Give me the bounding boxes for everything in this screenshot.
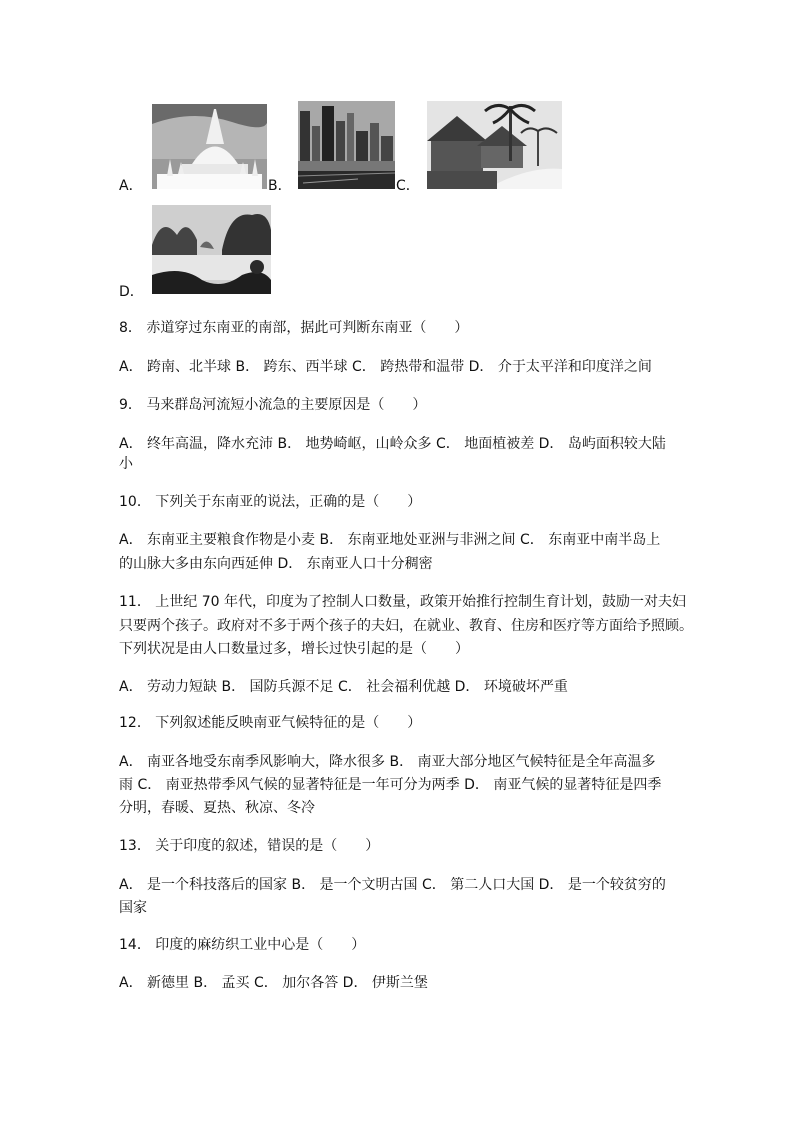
pagoda-photo (152, 104, 267, 189)
option-c-label: C． (396, 178, 420, 194)
question-10-stem: 10． 下列关于东南亚的说法，正确的是（ ） (119, 494, 422, 510)
question-12-options-line1: A． 南亚各地受东南季风影响大，降水很多 B． 南亚大部分地区气候特征是全年高温多 (119, 754, 656, 770)
village-photo (427, 101, 562, 189)
question-13-options-line1: A． 是一个科技落后的国家 B． 是一个文明古国 C． 第二人口大国 D． 是一个较贫穷的 (119, 877, 666, 893)
option-a-label: A． (119, 178, 143, 194)
village-illustration (427, 101, 562, 189)
seascape-photo (152, 205, 271, 294)
question-11-stem-line3: 下列状况是由人口数量过多，增长过快引起的是（ ） (119, 641, 469, 657)
question-14-options: A． 新德里 B． 孟买 C． 加尔各答 D． 伊斯兰堡 (119, 975, 428, 991)
question-12-options-line3: 分明，春暖、夏热、秋凉、冬冷 (119, 800, 315, 816)
question-11-options: A． 劳动力短缺 B． 国防兵源不足 C． 社会福利优越 D． 环境破坏严重 (119, 679, 568, 695)
question-8-options: A． 跨南、北半球 B． 跨东、西半球 C． 跨热带和温带 D． 介于太平洋和印度洋之间 (119, 359, 652, 375)
question-9-options-line1: A． 终年高温，降水充沛 B． 地势崎岖，山岭众多 C． 地面植被差 D． 岛屿面积较大陆 (119, 436, 666, 452)
question-11-stem-line2: 只要两个孩子。政府对不多于两个孩子的夫妇，在就业、教育、住房和医疗等方面给予照顾。 (119, 618, 693, 634)
skyline-illustration (298, 101, 395, 189)
question-10-options-line1: A． 东南亚主要粮食作物是小麦 B． 东南亚地处亚洲与非洲之间 C． 东南亚中南半岛上 (119, 532, 661, 548)
option-d-label: D． (119, 284, 144, 300)
question-13-stem: 13． 关于印度的叙述，错误的是（ ） (119, 838, 380, 854)
question-11-stem-line1: 11． 上世纪 70 年代，印度为了控制人口数量，政策开始推行控制生育计划，鼓励一对夫妇 (119, 594, 686, 610)
question-8-stem: 8． 赤道穿过东南亚的南部，据此可判断东南亚（ ） (119, 320, 469, 336)
seascape-illustration (152, 205, 271, 294)
question-9-options-line2: 小 (119, 456, 133, 472)
question-10-options-line2: 的山脉大多由东向西延伸 D． 东南亚人口十分稠密 (119, 556, 433, 572)
pagoda-illustration (152, 104, 267, 189)
question-13-options-line2: 国家 (119, 900, 147, 916)
question-9-stem: 9． 马来群岛河流短小流急的主要原因是（ ） (119, 397, 427, 413)
option-b-label: B． (268, 178, 292, 194)
question-14-stem: 14． 印度的麻纺织工业中心是（ ） (119, 937, 366, 953)
question-12-options-line2: 雨 C． 南亚热带季风气候的显著特征是一年可分为两季 D． 南亚气候的显著特征是四季 (119, 777, 662, 793)
question-12-stem: 12． 下列叙述能反映南亚气候特征的是（ ） (119, 715, 422, 731)
skyline-photo (298, 101, 395, 189)
